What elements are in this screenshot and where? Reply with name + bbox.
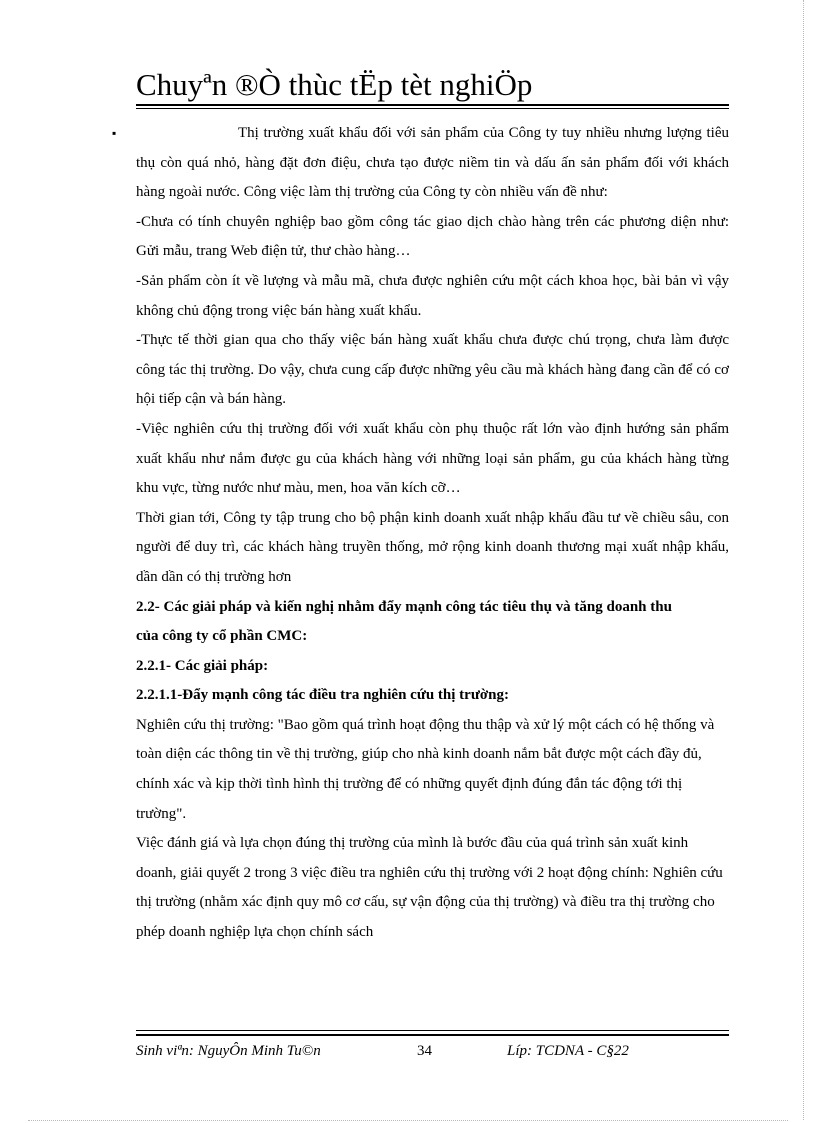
- paragraph-future: Thời gian tới, Công ty tập trung cho bộ phận kinh doanh xuất nhập khẩu đầu tư về chiều sâu, con người để duy trì, các khách hàng truyền thống, mở rộng kinh doanh thương mại xuất nhập khẩu, dần dần có thị trường hơn: [136, 509, 729, 585]
- paragraph-intro: Thị trường xuất khẩu đối với sản phẩm của Công ty tuy nhiều nhưng lượng tiêu thụ còn quá nhỏ, hàng đặt đơn điệu, chưa tạo được niềm tin và dấu ấn sản phẩm đối với khách hàng ngoài nước. Công việc làm thị trường của Công ty còn nhiều vấn đề như:: [136, 125, 729, 201]
- header-rule-top: [136, 104, 729, 106]
- paragraph-market-selection: Việc đánh giá và lựa chọn đúng thị trường của mình là bước đầu của quá trình sản xuất kinh doanh, giải quyết 2 trong 3 việc điều tra nghiên cứu thị trường với 2 hoạt động chính: Nghiên cứu thị trường (nhằm xác định quy mô cơ cấu, sự vận động của thị trường) và điều tra thị trường cho phép doanh nghiệp lựa chọn chính sách: [136, 835, 723, 941]
- footer-student-name: Sinh viªn: NguyÔn Minh Tu©n: [136, 1043, 321, 1059]
- paragraph-point-2: -Sản phẩm còn ít về lượng và mẫu mã, chưa được nghiên cứu một cách khoa học, bài bản vì vậy không chủ động trong việc bán hàng xuất khẩu.: [136, 272, 729, 319]
- section-heading-2-2-1-1: 2.2.1.1-Đẩy mạnh công tác điều tra nghiên cứu thị trường:: [136, 687, 509, 704]
- footer-class-label: Líp: TCDNA - C§22: [507, 1043, 629, 1059]
- paragraph-point-3: -Thực tế thời gian qua cho thấy việc bán hàng xuất khẩu chưa được chú trọng, chưa làm được công tác thị trường. Do vậy, chưa cung cấp được những yêu cầu mà khách hàng đang cần để có cơ hội tiếp cận và bán hàng.: [136, 332, 729, 408]
- paragraph-market-research: Nghiên cứu thị trường: "Bao gồm quá trình hoạt động thu thập và xử lý một cách có hệ thống và toàn diện các thông tin về thị trường, giúp cho nhà kinh doanh nắm bắt được một cách đầy đủ, chính xác và kịp thời tình hình thị trường để có những quyết định đúng đắn tác động tới thị trường".: [136, 716, 715, 822]
- page-edge-right: [803, 0, 804, 1120]
- page-edge-bottom: [28, 1120, 788, 1121]
- bullet-square-icon: ▪: [112, 126, 117, 140]
- footer-page-number: 34: [417, 1043, 432, 1059]
- section-heading-2-2: 2.2- Các giải pháp và kiến nghị nhằm đẩy mạnh công tác tiêu thụ và tăng doanh thu của công ty cổ phần CMC:: [136, 598, 672, 645]
- header-rule-bottom: [136, 108, 729, 109]
- footer-rule-bottom: [136, 1034, 729, 1036]
- footer-rule-top: [136, 1030, 729, 1031]
- document-body: [136, 119, 729, 948]
- paragraph-point-4: -Việc nghiên cứu thị trường đối với xuất khẩu còn phụ thuộc rất lớn vào định hướng sản phẩm xuất khẩu như nắm được gu của khách hàng với những loại sản phẩm, gu của khách hàng từng khu vực, từng nước như màu, men, hoa văn kích cỡ…: [136, 420, 729, 497]
- section-heading-2-2-1: 2.2.1- Các giải pháp:: [136, 657, 269, 674]
- page-header-title: Chuyªn ®Ò thùc tËp tèt nghiÖp: [136, 67, 533, 102]
- paragraph-point-1: -Chưa có tính chuyên nghiệp bao gồm công tác giao dịch chào hàng trên các phương diện như: Gửi mẫu, trang Web điện tử, thư chào hàng…: [136, 213, 729, 260]
